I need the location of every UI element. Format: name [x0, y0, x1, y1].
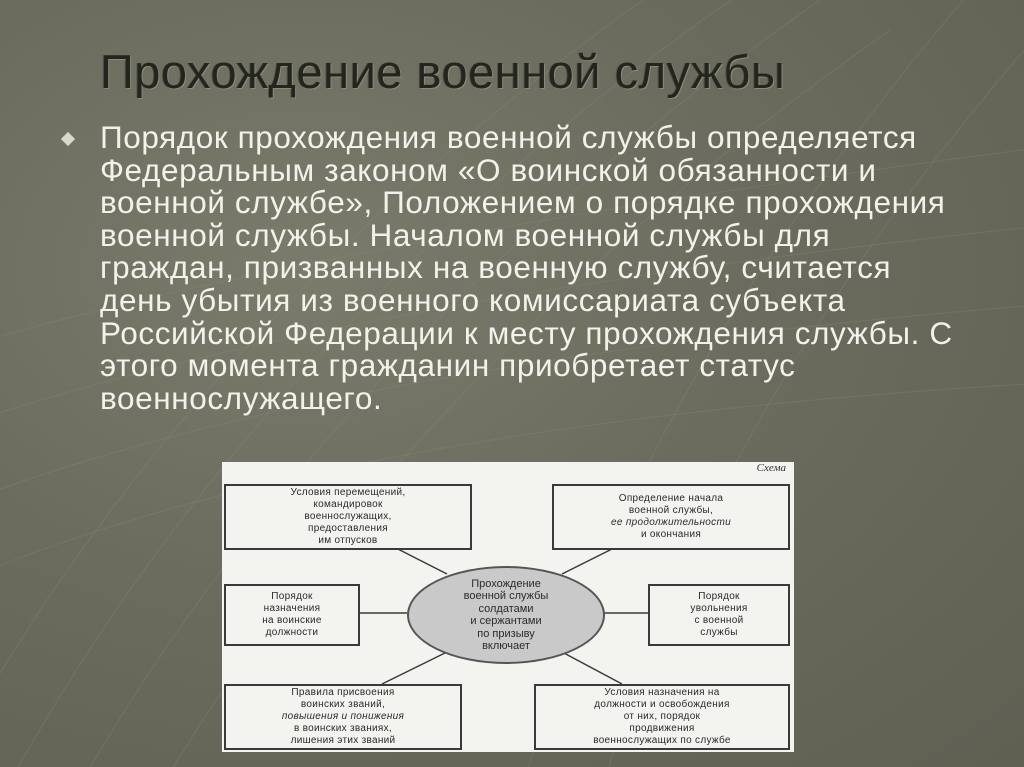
box-line: должности	[265, 627, 319, 638]
box-line: назначения	[263, 603, 321, 614]
bullet-text: Порядок прохождения военной службы определяется Федеральным законом «О воинской обязанности и военной службе», Положением о порядке прохождения военной службы. Началом военной службы для граждан, призванных на военную службу, считается день убытия из военного комиссариата субъекта Российской Федерации к месту прохождения службы. С этого момента гражданин приобретает статус военнослужащего.	[100, 121, 953, 416]
center-line: Прохождение	[471, 577, 541, 590]
box-bottom-right	[534, 684, 790, 750]
box-line: предоставления	[308, 523, 388, 534]
connector-bottom-left	[382, 652, 447, 684]
box-line: Определение начала	[618, 493, 724, 504]
box-line: на воинские	[262, 615, 322, 626]
scheme-diagram	[222, 462, 794, 752]
box-line: военной службы,	[628, 505, 714, 516]
box-line: Порядок	[271, 591, 313, 602]
box-line: увольнения	[690, 603, 748, 614]
box-line: им отпусков	[318, 535, 378, 546]
slide-title: Прохождение военной службы	[100, 45, 786, 98]
box-line: службы	[700, 627, 738, 638]
box-line: Порядок	[698, 591, 740, 602]
box-line: Условия перемещений,	[290, 487, 406, 498]
scheme-label: Схема	[756, 462, 786, 474]
box-mid-right	[648, 584, 790, 646]
center-line: военной службы	[463, 590, 549, 602]
box-line: и окончания	[640, 529, 702, 540]
box-line: повышения и понижения	[281, 711, 405, 722]
center-node	[407, 566, 605, 664]
box-line: с военной	[694, 615, 744, 626]
box-line: продвижения	[629, 723, 695, 734]
center-line: по призыву	[477, 627, 535, 640]
box-line: командировок	[313, 499, 383, 510]
connector-top-right	[562, 546, 618, 574]
connector-bottom-right	[562, 652, 622, 684]
box-line: Правила присвоения	[291, 687, 395, 698]
box-line: ее продолжительности	[611, 517, 731, 528]
connector-top-left	[392, 546, 447, 574]
center-line: и сержантами	[470, 615, 542, 627]
box-line: Условия назначения на	[604, 687, 720, 698]
box-line: от них, порядок	[623, 711, 701, 722]
box-line: воинских званий,	[300, 699, 386, 710]
box-line: военнослужащих,	[304, 511, 392, 522]
box-line: военнослужащих по службе	[593, 735, 731, 746]
box-line: в воинских званиях,	[293, 723, 393, 734]
center-line: включает	[482, 640, 530, 652]
center-line: солдатами	[478, 602, 534, 615]
box-mid-left	[224, 584, 360, 646]
box-line: лишения этих званий	[290, 735, 396, 746]
box-bottom-left	[224, 684, 462, 750]
box-top-left	[224, 484, 472, 550]
box-top-right	[552, 484, 790, 550]
box-line: должности и освобождения	[594, 699, 730, 710]
